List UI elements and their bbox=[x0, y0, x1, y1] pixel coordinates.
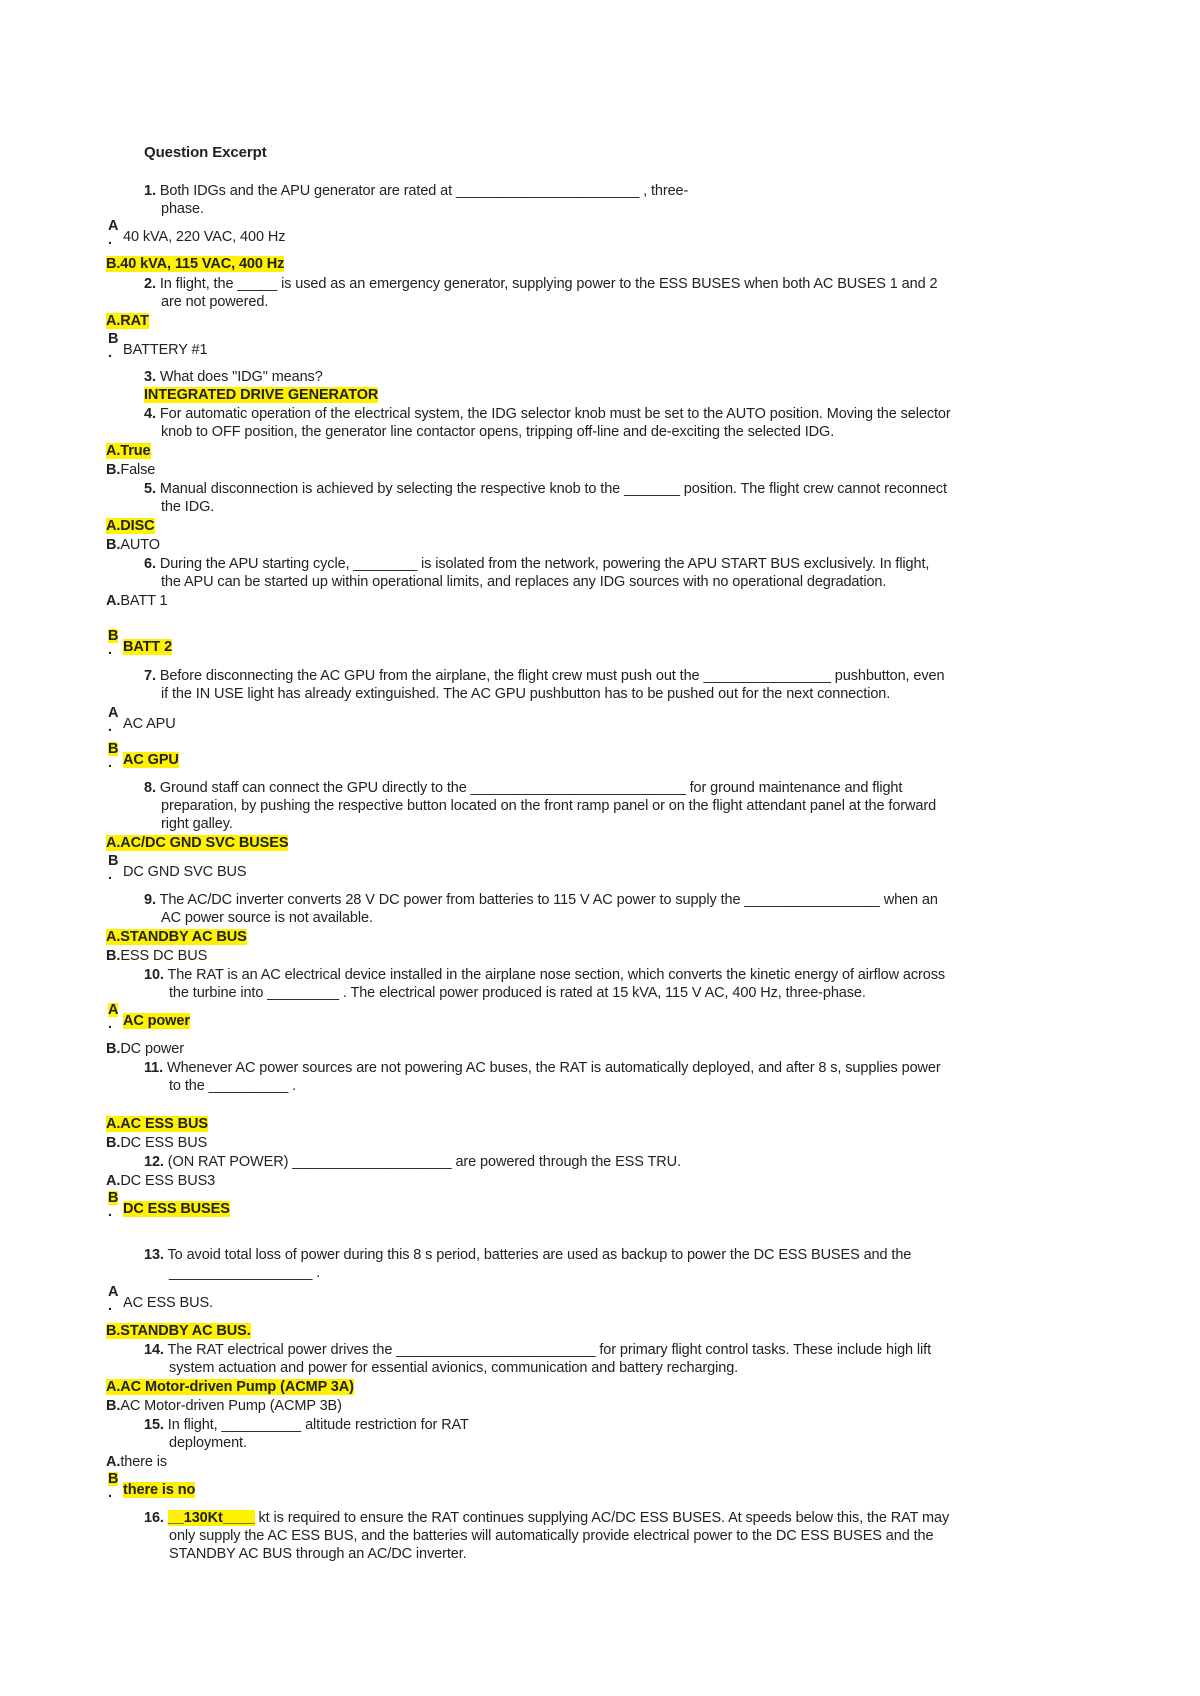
question-7 bbox=[144, 667, 944, 685]
question-13 bbox=[144, 1246, 911, 1264]
question-number: 10. bbox=[144, 967, 164, 983]
option-b: B.AUTO bbox=[106, 537, 160, 553]
option-a-text: AC APU bbox=[123, 716, 176, 732]
question-12 bbox=[144, 1153, 681, 1171]
question-text-continued: if the IN USE light has already extinguished. The AC GPU pushbutton has to be pushed out for the next connection. bbox=[161, 686, 891, 702]
option-b-answer: AC GPU bbox=[123, 752, 179, 768]
question-number: 3. bbox=[144, 369, 156, 385]
option-a-answer: A.DISC bbox=[106, 518, 155, 534]
question-text: In flight, __________ altitude restriction for RAT bbox=[167, 1417, 469, 1433]
option-a-text: 40 kVA, 220 VAC, 400 Hz bbox=[123, 229, 286, 245]
option-b-answer: there is no bbox=[123, 1482, 196, 1498]
option-b: B.DC power bbox=[106, 1041, 184, 1057]
question-number: 16. bbox=[144, 1510, 164, 1526]
question-10 bbox=[144, 966, 945, 984]
question-text: Manual disconnection is achieved by selecting the respective knob to the _______ position. The flight crew cannot reconnect bbox=[159, 481, 947, 497]
option-b: B.AC Motor-driven Pump (ACMP 3B) bbox=[106, 1398, 342, 1414]
question-text: The RAT is an AC electrical device installed in the airplane nose section, which converts the kinetic energy of airflow across bbox=[167, 967, 946, 983]
question-text: (ON RAT POWER) ____________________ are powered through the ESS TRU. bbox=[167, 1154, 681, 1170]
question-text: In flight, the _____ is used as an emergency generator, supplying power to the ESS BUSES when both AC BUSES 1 and 2 bbox=[159, 276, 938, 292]
option-b-marker: B . bbox=[108, 853, 119, 883]
question-text-continued: the IDG. bbox=[161, 499, 215, 515]
question-11 bbox=[144, 1059, 941, 1077]
question-text: Both IDGs and the APU generator are rated at _______________________ , three- bbox=[159, 183, 689, 199]
question-text-continued: knob to OFF position, the generator line contactor opens, tripping off-line and de-exciting the selected IDG. bbox=[161, 424, 835, 440]
option-b: B.DC ESS BUS bbox=[106, 1135, 208, 1151]
option-b-answer: BATT 2 bbox=[123, 639, 173, 655]
question-number: 13. bbox=[144, 1247, 164, 1263]
option-a: A.DC ESS BUS3 bbox=[106, 1173, 216, 1189]
question-text-continued: are not powered. bbox=[161, 294, 269, 310]
option-a-answer: AC power bbox=[123, 1013, 190, 1029]
question-text: During the APU starting cycle, ________ is isolated from the network, powering the APU START BUS exclusively. In flight, bbox=[159, 556, 930, 572]
question-text-continued: the turbine into _________ . The electrical power produced is rated at 15 kVA, 115 V AC, 400 Hz, three-phase. bbox=[169, 985, 866, 1001]
question-2 bbox=[144, 275, 937, 293]
option-a-answer: A.AC ESS BUS bbox=[106, 1116, 208, 1132]
question-text: Whenever AC power sources are not powering AC buses, the RAT is automatically deployed, and after 8 s, supplies power bbox=[167, 1060, 941, 1076]
question-text-continued: to the __________ . bbox=[169, 1078, 297, 1094]
option-b-marker: B . bbox=[108, 1471, 119, 1501]
question-8 bbox=[144, 779, 902, 797]
question-number: 15. bbox=[144, 1417, 164, 1433]
option-b-text: DC GND SVC BUS bbox=[123, 864, 247, 880]
question-14 bbox=[144, 1341, 931, 1359]
option-b-answer: DC ESS BUSES bbox=[123, 1201, 230, 1217]
question-text-continued: AC power source is not available. bbox=[161, 910, 373, 926]
question-text-continued: the APU can be started up within operational limits, and replaces any IDG sources with no operational degradation. bbox=[161, 574, 887, 590]
question-text: Ground staff can connect the GPU directly to the ___________________________ for ground maintenance and flight bbox=[159, 780, 903, 796]
option-a-answer: A.RAT bbox=[106, 313, 149, 329]
question-number: 6. bbox=[144, 556, 156, 572]
question-text: For automatic operation of the electrical system, the IDG selector knob must be set to the AUTO position. Moving the selector bbox=[159, 406, 951, 422]
option-a: A.BATT 1 bbox=[106, 593, 168, 609]
question-3 bbox=[144, 368, 323, 386]
question-9 bbox=[144, 891, 938, 909]
question-15 bbox=[144, 1416, 469, 1434]
question-text: To avoid total loss of power during this 8 s period, batteries are used as backup to power the DC ESS BUSES and the bbox=[167, 1247, 912, 1263]
option-a: A.there is bbox=[106, 1454, 168, 1470]
question-text-continued: __________________ . bbox=[169, 1265, 321, 1281]
option-a-marker: A . bbox=[108, 218, 119, 248]
question-text: kt is required to ensure the RAT continues supplying AC/DC ESS BUSES. At speeds below this, the RAT may bbox=[258, 1510, 950, 1526]
option-b: B.ESS DC BUS bbox=[106, 948, 208, 964]
question-text: Before disconnecting the AC GPU from the airplane, the flight crew must push out the ________________ pushbutton, even bbox=[159, 668, 945, 684]
question-number: 7. bbox=[144, 668, 156, 684]
option-a-answer: A.AC Motor-driven Pump (ACMP 3A) bbox=[106, 1379, 354, 1395]
question-5 bbox=[144, 480, 947, 498]
option-b-marker: B . bbox=[108, 1190, 119, 1220]
question-text-continued: right galley. bbox=[161, 816, 233, 832]
option-b-marker: B . bbox=[108, 628, 119, 658]
option-a-marker: A . bbox=[108, 1002, 119, 1032]
question-16 bbox=[144, 1509, 949, 1527]
question-number: 11. bbox=[144, 1060, 164, 1076]
option-a-answer: A.STANDBY AC BUS bbox=[106, 929, 247, 945]
question-text-continued: STANDBY AC BUS through an AC/DC inverter. bbox=[169, 1546, 467, 1562]
question-1 bbox=[144, 182, 688, 200]
option-a-marker: A . bbox=[108, 705, 119, 735]
question-number: 1. bbox=[144, 183, 156, 199]
question-number: 5. bbox=[144, 481, 156, 497]
option-b-answer: B.STANDBY AC BUS. bbox=[106, 1323, 251, 1339]
question-number: 4. bbox=[144, 406, 156, 422]
question-number: 14. bbox=[144, 1342, 164, 1358]
option-b-answer: B.40 kVA, 115 VAC, 400 Hz bbox=[106, 256, 285, 272]
question-number: 12. bbox=[144, 1154, 164, 1170]
option-a-marker: A . bbox=[108, 1284, 119, 1314]
option-b-text: BATTERY #1 bbox=[123, 342, 208, 358]
question-6 bbox=[144, 555, 929, 573]
question-number: 8. bbox=[144, 780, 156, 796]
answer-highlight: INTEGRATED DRIVE GENERATOR bbox=[144, 387, 379, 403]
question-number: 2. bbox=[144, 276, 156, 292]
option-b-marker: B . bbox=[108, 331, 119, 361]
document-header: Question Excerpt bbox=[144, 144, 267, 161]
question-number: 9. bbox=[144, 892, 156, 908]
question-text-continued: preparation, by pushing the respective button located on the front ramp panel or on the flight attendant panel at the forward bbox=[161, 798, 937, 814]
question-text-continued: system actuation and power for essential avionics, communication and battery recharging. bbox=[169, 1360, 739, 1376]
option-b-marker: B . bbox=[108, 741, 119, 771]
question-text-continued: only supply the AC ESS BUS, and the batteries will automatically provide electrical power to the DC ESS BUSES and the bbox=[169, 1528, 934, 1544]
question-text: What does "IDG" means? bbox=[159, 369, 323, 385]
option-a-answer: A.AC/DC GND SVC BUSES bbox=[106, 835, 289, 851]
option-a-answer: A.True bbox=[106, 443, 151, 459]
question-text: The AC/DC inverter converts 28 V DC power from batteries to 115 V AC power to supply the _________________ when an bbox=[159, 892, 938, 908]
question-4 bbox=[144, 405, 951, 423]
question-text-continued: phase. bbox=[161, 201, 204, 217]
question-text-continued: deployment. bbox=[169, 1435, 247, 1451]
option-b: B.False bbox=[106, 462, 156, 478]
question-text: The RAT electrical power drives the _________________________ for primary flight control tasks. These include high lift bbox=[167, 1342, 932, 1358]
option-a-text: AC ESS BUS. bbox=[123, 1295, 213, 1311]
answer-blank: __130Kt____ bbox=[167, 1510, 255, 1526]
